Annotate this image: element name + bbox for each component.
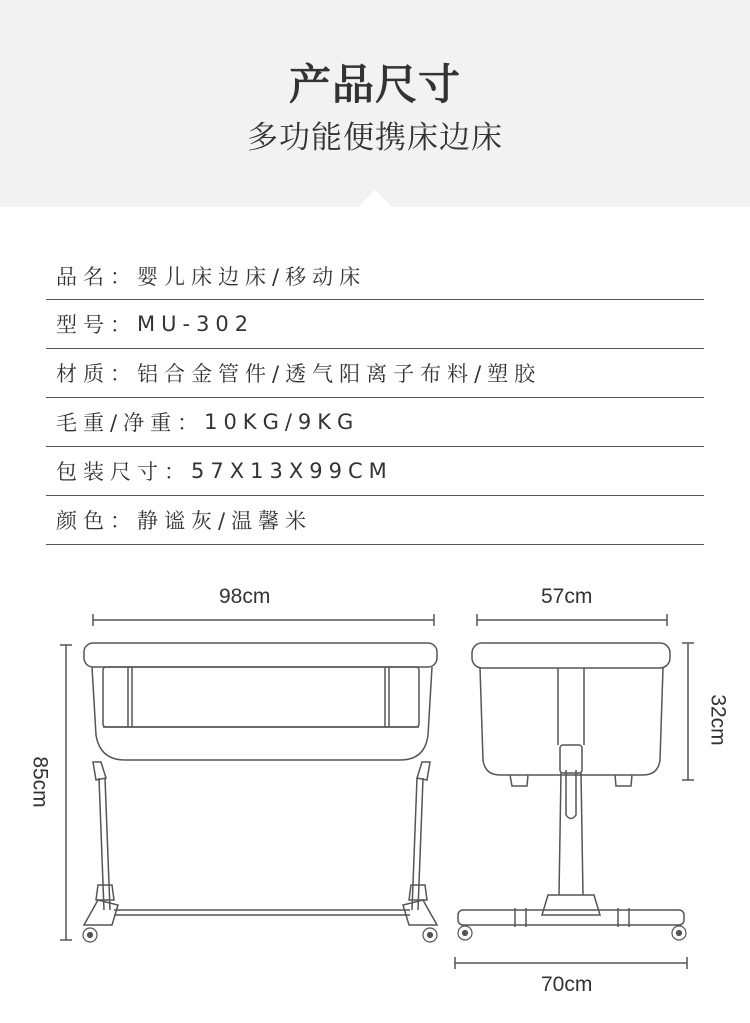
spec-value: 铝合金管件/透气阳离子布料/塑胶 [137,362,542,386]
spec-label: 材质： [56,362,137,386]
side-depth-label: 57cm [541,585,593,608]
spec-value: MU-302 [137,312,255,336]
spec-row-weight [46,398,704,447]
spec-label: 型号： [56,313,137,337]
side-height-label: 32cm [706,694,730,746]
spec-row-package-size [46,447,704,496]
spec-label: 包装尺寸： [56,460,191,484]
spec-row-name [46,253,704,300]
front-width-label: 98cm [219,585,271,608]
front-height-dimension-line [60,645,72,940]
page-title: 产品尺寸 [288,60,461,109]
spec-value: 静谧灰/温馨米 [137,509,313,533]
spec-row-material [46,349,704,398]
spec-value: 婴儿床边床/移动床 [137,265,367,289]
spec-label: 毛重/净重： [56,411,205,435]
side-base-width-dimension-line [455,957,687,969]
front-height-label: 85cm [28,756,52,808]
front-width-dimension-line [93,614,434,626]
side-view-wheels [458,926,686,940]
side-view-bed [458,643,684,927]
spec-label: 品名： [56,265,137,289]
spec-label: 颜色： [56,509,137,533]
spec-value: 57X13X99CM [191,459,393,483]
side-height-dimension-line [682,643,694,780]
front-view-bed [84,643,437,925]
page-subtitle: 多功能便携床边床 [247,120,503,156]
side-depth-dimension-line [477,614,667,626]
spec-row-color [46,496,704,545]
header-banner [0,0,750,207]
product-line-drawing [0,560,750,1023]
spec-value: 10KG/9KG [204,410,360,434]
spec-row-model [46,300,704,349]
header-notch [358,190,392,207]
spec-table [46,253,704,545]
side-base-width-label: 70cm [541,973,593,996]
front-view-wheels [83,928,437,942]
